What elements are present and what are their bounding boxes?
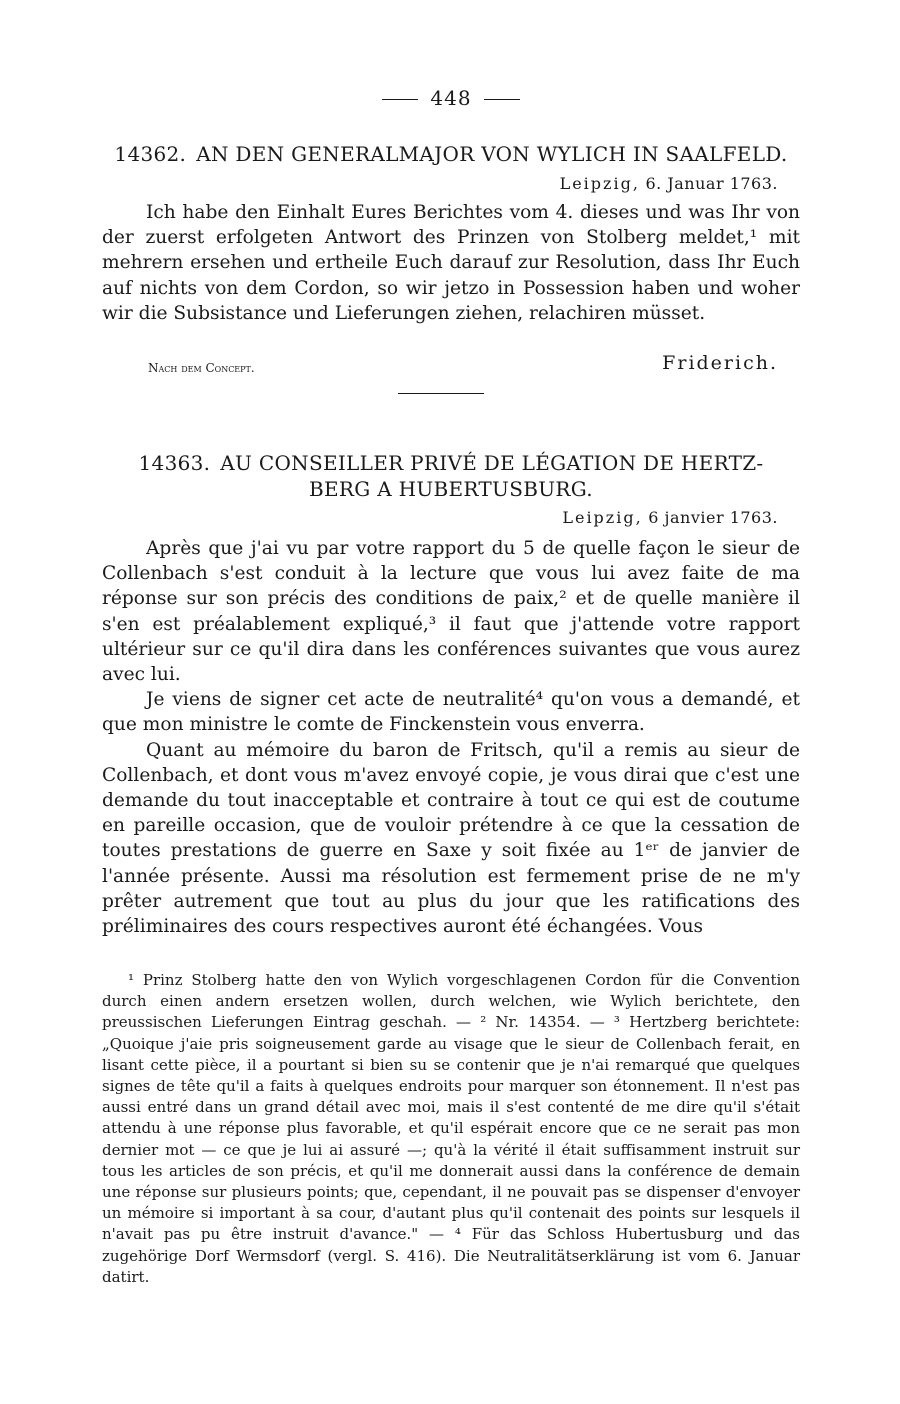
footnotes — [102, 970, 800, 1288]
letter1-paragraph: Ich habe den Einhalt Eures Berichtes vom 4. dieses und was Ihr von der zuerst erfolgeten Antwort des Prinzen von Stolberg meldet,¹ mit mehrern ersehen und ertheile Euch darauf zur Resolution, dass Ihr Euch auf nichts von dem Cordon, so wir jetzo in Possession haben und woher wir die Subsistance und Lieferungen ziehen, relachiren müsset. — [102, 202, 800, 324]
header-dash-left — [382, 99, 418, 100]
letter2-date: 6 janvier 1763. — [648, 508, 778, 527]
letter1-date: 6. Januar 1763. — [645, 174, 778, 193]
letter1-place: Leipzig, — [559, 174, 640, 193]
letter2-title-line2: BERG A HUBERTUSBURG. — [309, 477, 593, 501]
header-dash-right — [484, 99, 520, 100]
page-number: 448 — [430, 86, 472, 110]
section-divider — [398, 393, 484, 394]
letter1-source-note: Nach dem Concept. — [148, 361, 255, 375]
letter2-body — [102, 536, 800, 939]
letter1-title: AN DEN GENERALMAJOR VON WYLICH IN SAALFELD. — [196, 142, 788, 166]
letter1-number: 14362. — [114, 142, 187, 166]
letter2-paragraph-2: Je viens de signer cet acte de neutralité⁴ qu'on vous a demandé, et que mon ministre le comte de Finckenstein vous enverra. — [102, 689, 800, 736]
letter1-dateline — [560, 174, 778, 193]
letter2-number: 14363. — [138, 451, 211, 475]
letter1-body — [102, 200, 800, 326]
letter2-place: Leipzig, — [562, 508, 643, 527]
footnote-text: ¹ Prinz Stolberg hatte den von Wylich vorgeschlagenen Cordon für die Convention durch einen andern ersetzen wollen, durch welchen, wie Wylich berichtete, den preussischen Lieferungen Eintrag geschah. — ² Nr. 14354. — ³ Hertzberg berichtete: „Quoique j'aie pris soigneusement garde au visage que le sieur de Collenbach ferait, en lisant cette pièce, il a pourtant si bien su se contenir que je n'ai remarqué que quelques signes de tête qu'il a faits à quelques endroits pour marquer son étonnement. Il n'est pas aussi entré dans un grand détail avec moi, mais il s'est contenté de me dire qu'il s'était attendu à une réponse plus favorable, et qu'il espérait encore que ce ne serait pas mon dernier mot — ce que je lui ai assuré —; qu'à la vérité il était suffisamment instruit sur tous les articles de son précis, et qu'il me donnerait aussi dans la conférence de demain une réponse sur plusieurs points; que, cependant, il ne pouvait pas se dispenser d'envoyer un mémoire si important à sa cour, d'autant plus qu'il contenait des points sur lesquels il n'avait pas pu être instruit d'avance." — ⁴ Für das Schloss Hubertusburg und das zugehörige Dorf Wermsdorf (vergl. S. 416). Die Neutralitätserklärung ist vom 6. Januar datirt. — [102, 971, 800, 1286]
letter2-title-line1: AU CONSEILLER PRIVÉ DE LÉGATION DE HERTZ- — [220, 451, 764, 475]
page-header — [102, 86, 800, 110]
letter2-paragraph-1: Après que j'ai vu par votre rapport du 5 de quelle façon le sieur de Collenbach s'est conduit à la lecture que vous lui avez faite de ma réponse sur son précis des conditions de paix,² et de quelle manière il s'en est préalablement expliqué,³ il faut que j'attende votre rapport ultérieur sur ce qu'il dira dans les conférences suivantes que vous aurez avec lui. — [102, 538, 800, 686]
letter1-signature: Friderich. — [662, 352, 778, 374]
letter2-paragraph-3: Quant au mémoire du baron de Fritsch, qu'il a remis au sieur de Collenbach, et dont vous m'avez envoyé copie, je vous dirai que c'est une demande du tout inacceptable et contraire à tout ce qui est de coutume en pareille occasion, que de vouloir prétendre à ce que la cessation de toutes prestations de guerre en Saxe y soit fixée au 1ᵉʳ de janvier de l'année présente. Aussi ma résolution est fermement prise de ne m'y prêter autrement que tout au plus du jour que les ratifications des préliminaires des cours respectives auront été échangées. Vous — [102, 739, 800, 938]
letter1-heading — [102, 141, 800, 167]
letter2-heading — [102, 450, 800, 502]
letter2-dateline — [562, 508, 778, 527]
